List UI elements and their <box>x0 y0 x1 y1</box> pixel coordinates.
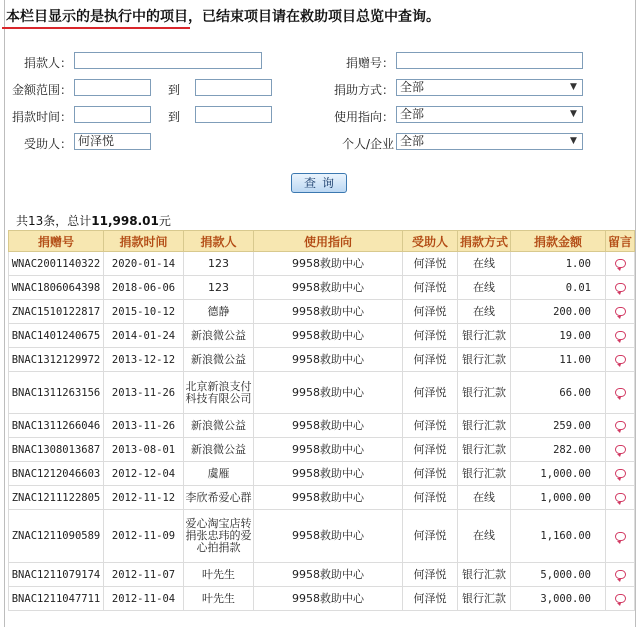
table-row <box>9 563 635 587</box>
donation-no-cell: ZNAC1211122805 <box>9 486 104 510</box>
date-cell: 2013-12-12 <box>104 348 184 372</box>
message-bubble-icon[interactable] <box>615 469 626 478</box>
recipient-cell: 何泽悦 <box>403 438 458 462</box>
method-cell: 在线 <box>458 252 511 276</box>
usage-cell: 9958救助中心 <box>254 300 403 324</box>
message-bubble-icon[interactable] <box>615 594 626 603</box>
method-cell: 银行汇款 <box>458 324 511 348</box>
message-cell[interactable] <box>606 414 635 438</box>
result-summary <box>16 212 171 229</box>
col-header-amount[interactable]: 捐款金额 <box>511 231 606 252</box>
amount-cell: 1.00 <box>511 252 606 276</box>
recipient-cell: 何泽悦 <box>403 276 458 300</box>
summary-prefix: 共13条，总计 <box>16 214 92 228</box>
query-button[interactable]: 查询 <box>291 173 347 193</box>
message-bubble-icon[interactable] <box>615 331 626 340</box>
usage-value: 全部 <box>400 107 425 121</box>
message-bubble-icon[interactable] <box>615 445 626 454</box>
amount-cell: 1,160.00 <box>511 510 606 563</box>
date-cell: 2013-08-01 <box>104 438 184 462</box>
amount-cell: 5,000.00 <box>511 563 606 587</box>
table-row <box>9 324 635 348</box>
recipient-cell: 何泽悦 <box>403 414 458 438</box>
donor-cell: 新浪微公益 <box>184 438 254 462</box>
donation-no-cell: ZNAC1211090589 <box>9 510 104 563</box>
col-header-donation-no[interactable]: 捐赠号 <box>9 231 104 252</box>
donation-method-value: 全部 <box>400 80 425 94</box>
donation-no-cell: BNAC1211079174 <box>9 563 104 587</box>
donor-cell: 新浪微公益 <box>184 348 254 372</box>
amount-cell: 3,000.00 <box>511 587 606 611</box>
amount-cell: 1,000.00 <box>511 462 606 486</box>
donation-no-cell: BNAC1401240675 <box>9 324 104 348</box>
page-notice: 本栏目显示的是执行中的项目，已结束项目请在救助项目总览中查询。 <box>6 9 440 25</box>
method-cell: 银行汇款 <box>458 348 511 372</box>
col-header-donor[interactable]: 捐款人 <box>184 231 254 252</box>
donor-cell: 123 <box>184 252 254 276</box>
recipient-cell: 何泽悦 <box>403 324 458 348</box>
donation-no-cell: BNAC1312129972 <box>9 348 104 372</box>
amount-max-input[interactable] <box>195 79 272 96</box>
date-cell: 2018-06-06 <box>104 276 184 300</box>
method-cell: 银行汇款 <box>458 462 511 486</box>
message-cell[interactable] <box>606 438 635 462</box>
table-row <box>9 587 635 611</box>
summary-total: 11,998.01 <box>91 214 159 228</box>
donation-time-label: 捐款时间： <box>11 110 72 124</box>
message-cell[interactable] <box>606 587 635 611</box>
method-cell: 银行汇款 <box>458 372 511 414</box>
donor-cell: 虞雁 <box>184 462 254 486</box>
message-cell[interactable] <box>606 276 635 300</box>
usage-label: 使用指向： <box>333 110 394 124</box>
donation-no-cell: BNAC1308013687 <box>9 438 104 462</box>
recipient-cell: 何泽悦 <box>403 372 458 414</box>
donor-cell: 爱心淘宝店转捐张忠玮的爱心拍捐款 <box>184 510 254 563</box>
recipient-cell: 何泽悦 <box>403 486 458 510</box>
recipient-cell: 何泽悦 <box>403 252 458 276</box>
donation-no-cell: BNAC1311266046 <box>9 414 104 438</box>
method-cell: 在线 <box>458 300 511 324</box>
date-cell: 2012-11-07 <box>104 563 184 587</box>
donor-cell: 新浪微公益 <box>184 414 254 438</box>
table-row <box>9 414 635 438</box>
amount-cell: 259.00 <box>511 414 606 438</box>
amount-cell: 282.00 <box>511 438 606 462</box>
amount-cell: 200.00 <box>511 300 606 324</box>
donation-no-cell: WNAC1806064398 <box>9 276 104 300</box>
donor-cell: 叶先生 <box>184 563 254 587</box>
message-cell[interactable] <box>606 486 635 510</box>
usage-cell: 9958救助中心 <box>254 252 403 276</box>
usage-cell: 9958救助中心 <box>254 324 403 348</box>
donation-no-input[interactable] <box>396 52 583 69</box>
message-bubble-icon[interactable] <box>615 307 626 316</box>
col-header-usage[interactable]: 使用指向 <box>254 231 403 252</box>
recipient-cell: 何泽悦 <box>403 462 458 486</box>
method-cell: 银行汇款 <box>458 563 511 587</box>
usage-cell: 9958救助中心 <box>254 486 403 510</box>
message-bubble-icon[interactable] <box>615 355 626 364</box>
message-bubble-icon[interactable] <box>615 493 626 502</box>
donor-cell: 123 <box>184 276 254 300</box>
message-bubble-icon[interactable] <box>615 283 626 292</box>
message-bubble-icon[interactable] <box>615 388 626 397</box>
message-cell[interactable] <box>606 348 635 372</box>
method-cell: 在线 <box>458 510 511 563</box>
amount-range-label: 金额范围： <box>11 83 72 97</box>
donation-table <box>8 230 635 611</box>
donation-method-select[interactable] <box>396 79 583 96</box>
amount-cell: 11.00 <box>511 348 606 372</box>
usage-cell: 9958救助中心 <box>254 563 403 587</box>
date-cell: 2012-11-09 <box>104 510 184 563</box>
date-cell: 2012-12-04 <box>104 462 184 486</box>
usage-cell: 9958救助中心 <box>254 372 403 414</box>
recipient-label: 受助人： <box>23 137 72 151</box>
table-row <box>9 510 635 563</box>
usage-cell: 9958救助中心 <box>254 348 403 372</box>
message-bubble-icon[interactable] <box>615 421 626 430</box>
amount-cell: 1,000.00 <box>511 486 606 510</box>
donation-no-cell: BNAC1311263156 <box>9 372 104 414</box>
message-cell[interactable] <box>606 372 635 414</box>
donation-no-cell: BNAC1212046603 <box>9 462 104 486</box>
table-row <box>9 300 635 324</box>
message-cell[interactable] <box>606 252 635 276</box>
donation-no-cell: WNAC2001140322 <box>9 252 104 276</box>
usage-cell: 9958救助中心 <box>254 438 403 462</box>
col-header-message: 留言 <box>606 231 635 252</box>
usage-cell: 9958救助中心 <box>254 276 403 300</box>
date-to-input[interactable] <box>195 106 272 123</box>
date-cell: 2012-11-12 <box>104 486 184 510</box>
donor-cell: 新浪微公益 <box>184 324 254 348</box>
date-cell: 2013-11-26 <box>104 414 184 438</box>
message-cell[interactable] <box>606 324 635 348</box>
date-from-input[interactable] <box>74 106 151 123</box>
method-cell: 在线 <box>458 486 511 510</box>
date-cell: 2012-11-04 <box>104 587 184 611</box>
table-row <box>9 462 635 486</box>
col-header-recipient[interactable]: 受助人 <box>403 231 458 252</box>
usage-select[interactable] <box>396 106 583 123</box>
donor-cell: 李欣希爱心群 <box>184 486 254 510</box>
person-org-select[interactable] <box>396 133 583 150</box>
date-cell: 2014-01-24 <box>104 324 184 348</box>
usage-cell: 9958救助中心 <box>254 462 403 486</box>
table-row <box>9 252 635 276</box>
usage-cell: 9958救助中心 <box>254 414 403 438</box>
donor-cell: 德静 <box>184 300 254 324</box>
recipient-input[interactable]: 何泽悦 <box>74 133 151 150</box>
donor-label: 捐款人： <box>23 56 72 70</box>
table-row <box>9 486 635 510</box>
date-cell: 2020-01-14 <box>104 252 184 276</box>
usage-cell: 9958救助中心 <box>254 510 403 563</box>
donor-input[interactable] <box>74 52 262 69</box>
recipient-cell: 何泽悦 <box>403 300 458 324</box>
donation-no-cell: ZNAC1510122817 <box>9 300 104 324</box>
date-cell: 2015-10-12 <box>104 300 184 324</box>
donation-method-label: 捐助方式： <box>333 83 394 97</box>
message-cell[interactable] <box>606 462 635 486</box>
message-cell[interactable] <box>606 510 635 563</box>
person-org-label: 个人/企业 <box>341 137 394 151</box>
table-row <box>9 438 635 462</box>
message-bubble-icon[interactable] <box>615 259 626 268</box>
message-cell[interactable] <box>606 300 635 324</box>
donation-no-cell: BNAC1211047711 <box>9 587 104 611</box>
amount-to-label: 到 <box>168 83 181 97</box>
amount-cell: 0.01 <box>511 276 606 300</box>
method-cell: 在线 <box>458 276 511 300</box>
message-cell[interactable] <box>606 563 635 587</box>
donor-cell: 叶先生 <box>184 587 254 611</box>
table-row <box>9 372 635 414</box>
method-cell: 银行汇款 <box>458 438 511 462</box>
table-header-row <box>9 231 635 252</box>
date-to-label: 到 <box>168 110 181 124</box>
chevron-down-icon: ▼ <box>570 109 577 119</box>
method-cell: 银行汇款 <box>458 587 511 611</box>
date-cell: 2013-11-26 <box>104 372 184 414</box>
method-cell: 银行汇款 <box>458 414 511 438</box>
table-row <box>9 348 635 372</box>
amount-cell: 66.00 <box>511 372 606 414</box>
notice-underline <box>2 27 190 29</box>
message-bubble-icon[interactable] <box>615 532 626 541</box>
recipient-cell: 何泽悦 <box>403 563 458 587</box>
person-org-value: 全部 <box>400 134 425 148</box>
message-bubble-icon[interactable] <box>615 570 626 579</box>
recipient-cell: 何泽悦 <box>403 510 458 563</box>
table-row <box>9 276 635 300</box>
recipient-cell: 何泽悦 <box>403 587 458 611</box>
amount-cell: 19.00 <box>511 324 606 348</box>
usage-cell: 9958救助中心 <box>254 587 403 611</box>
summary-suffix: 元 <box>158 214 171 228</box>
donor-cell: 北京新浪支付科技有限公司 <box>184 372 254 414</box>
recipient-cell: 何泽悦 <box>403 348 458 372</box>
col-header-method[interactable]: 捐款方式 <box>458 231 511 252</box>
chevron-down-icon: ▼ <box>570 82 577 92</box>
donation-no-label: 捐赠号： <box>345 56 394 70</box>
amount-min-input[interactable] <box>74 79 151 96</box>
col-header-date[interactable]: 捐款时间 <box>104 231 184 252</box>
chevron-down-icon: ▼ <box>570 136 577 146</box>
